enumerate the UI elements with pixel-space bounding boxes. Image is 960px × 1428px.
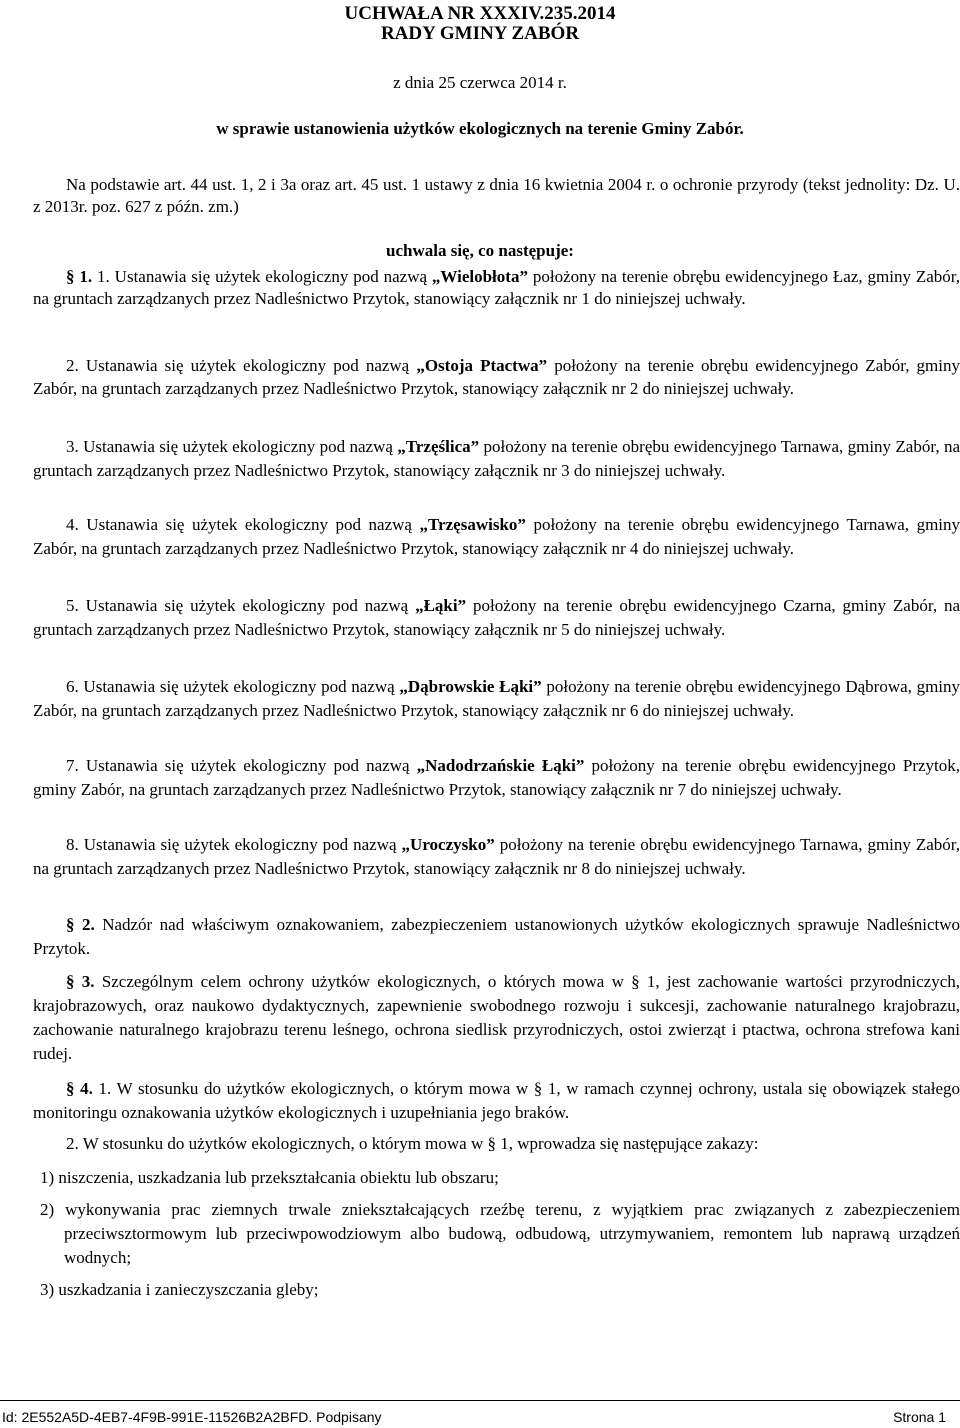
prohibition-list-item: 3) uszkadzania i zanieczyszczania gleby;: [40, 1280, 319, 1299]
paragraph-4-point-1: [33, 1077, 960, 1125]
footer-divider: [0, 1400, 960, 1401]
paragraph-3-text: Szczególnym celem ochrony użytków ekologicznych, o których mowa w § 1, jest zachowanie wartości przyrodniczych, krajobrazowych, oraz naukowo dydaktycznych, zapewnienie swobodnego rozwoju i sukcesji, zachowanie naturalnego krajobrazu, zachowanie naturalnego krajobrazu terenu leśnego, ochrona siedlisk przyrodniczych, ostoi zwierząt i ptactwa, ochrona strefowa kani rudej.: [33, 972, 960, 1063]
paragraph-label: § 2.: [66, 915, 95, 934]
prohibition-list-item: 1) niszczenia, uszkadzania lub przekształcania obiektu lub obszaru;: [40, 1168, 499, 1187]
paragraph-label: § 1.: [66, 267, 93, 286]
site-name: „Ostoja Ptactwa”: [416, 356, 548, 375]
paragraph-2: [33, 913, 960, 961]
resolution-date: z dnia 25 czerwca 2014 r.: [393, 73, 567, 92]
resolves-heading: uchwala się, co następuje:: [386, 241, 574, 260]
document-id: Id: 2E552A5D-4EB7-4F9B-991E-11526B2A2BFD. Podpisany: [2, 1409, 382, 1425]
page-footer: [0, 1406, 960, 1428]
site-name: „Uroczysko”: [401, 835, 495, 854]
site-name: „Wielobłota”: [431, 267, 528, 286]
paragraph-1-item-2: 2. Ustanawia się użytek ekologiczny pod nazwą „Ostoja Ptactwa” położony na terenie obrębu ewidencyjnego Zabór, gminy Zabór, na gruntach zarządzanych przez Nadleśnictwo Przytok, stanowiący załącznik nr 2 do niniejszej uchwały.: [33, 356, 960, 398]
site-name: „Trzęślica”: [397, 437, 480, 456]
preamble: [33, 174, 960, 217]
council-name: RADY GMINY ZABÓR: [380, 23, 580, 44]
paragraph-1-item-6: 6. Ustanawia się użytek ekologiczny pod nazwą „Dąbrowskie Łąki” położony na terenie obrębu ewidencyjnego Dąbrowa, gminy Zabór, na gruntach zarządzanych przez Nadleśnictwo Przytok, stanowiący załącznik nr 6 do niniejszej uchwały.: [33, 677, 960, 720]
paragraph-1-item-1: § 1. 1. Ustanawia się użytek ekologiczny pod nazwą „Wielobłota” położony na terenie obrębu ewidencyjnego Łaz, gminy Zabór, na gruntach zarządzanych przez Nadleśnictwo Przytok, stanowiący załącznik nr 1 do niniejszej uchwały.: [33, 267, 960, 308]
site-name: „Dąbrowskie Łąki”: [399, 677, 542, 696]
paragraph-2-text: Nadzór nad właściwym oznakowaniem, zabezpieczeniem ustanowionych użytków ekologicznych sprawuje Nadleśnictwo Przytok.: [33, 915, 960, 958]
resolution-subject: w sprawie ustanowienia użytków ekologicznych na terenie Gminy Zabór.: [216, 119, 744, 138]
paragraph-1-item-8: 8. Ustanawia się użytek ekologiczny pod nazwą „Uroczysko” położony na terenie obrębu ewidencyjnego Tarnawa, gminy Zabór, na gruntach zarządzanych przez Nadleśnictwo Przytok, stanowiący załącznik nr 8 do niniejszej uchwały.: [33, 835, 960, 878]
paragraph-4-point-2: [33, 1132, 960, 1156]
prohibition-list-item: 2) wykonywania prac ziemnych trwale zniekształcających rzeźbę terenu, z wyjątkiem prac związanych z zabezpieczeniem przeciwsztormowym lub przeciwpowodziowym albo budową, odbudową, utrzymywaniem, remontem lub naprawą urządzeń wodnych;: [40, 1200, 960, 1267]
paragraph-1-item-3: 3. Ustanawia się użytek ekologiczny pod nazwą „Trzęślica” położony na terenie obrębu ewidencyjnego Tarnawa, gminy Zabór, na gruntach zarządzanych przez Nadleśnictwo Przytok, stanowiący załącznik nr 3 do niniejszej uchwały.: [33, 437, 960, 480]
paragraph-4-point-2-text: 2. W stosunku do użytków ekologicznych, o którym mowa w § 1, wprowadza się następujące zakazy:: [66, 1134, 759, 1153]
resolution-number: UCHWAŁA NR XXXIV.235.2014: [344, 3, 616, 24]
preamble-text: Na podstawie art. 44 ust. 1, 2 i 3a oraz art. 45 ust. 1 ustawy z dnia 16 kwietnia 2004 r. o ochronie przyrody (tekst jednolity: Dz. U. z 2013r. poz. 627 z późn. zm.): [33, 175, 960, 216]
paragraph-label: § 3.: [66, 972, 95, 991]
site-name: „Łąki”: [415, 596, 467, 615]
paragraph-1-item-7: 7. Ustanawia się użytek ekologiczny pod nazwą „Nadodrzańskie Łąki” położony na terenie obrębu ewidencyjnego Przytok, gminy Zabór, na gruntach zarządzanych przez Nadleśnictwo Przytok, stanowiący załącznik nr 7 do niniejszej uchwały.: [33, 756, 960, 799]
paragraph-label: § 4.: [66, 1079, 93, 1098]
page-number: Strona 1: [893, 1409, 946, 1425]
site-name: „Nadodrzańskie Łąki”: [416, 756, 585, 775]
paragraph-4-point-1-text: 1. W stosunku do użytków ekologicznych, o którym mowa w § 1, w ramach czynnej ochrony, ustala się obowiązek stałego monitoringu oznakowania użytków ekologicznych i uzupełniania jego braków.: [33, 1079, 960, 1122]
site-name: „Trzęsawisko”: [419, 515, 526, 534]
paragraph-1-item-4: 4. Ustanawia się użytek ekologiczny pod nazwą „Trzęsawisko” położony na terenie obrębu ewidencyjnego Tarnawa, gminy Zabór, na gruntach zarządzanych przez Nadleśnictwo Przytok, stanowiący załącznik nr 4 do niniejszej uchwały.: [33, 515, 960, 558]
paragraph-1-item-5: 5. Ustanawia się użytek ekologiczny pod nazwą „Łąki” położony na terenie obrębu ewidencyjnego Czarna, gminy Zabór, na gruntach zarządzanych przez Nadleśnictwo Przytok, stanowiący załącznik nr 5 do niniejszej uchwały.: [33, 596, 960, 639]
paragraph-3: [33, 970, 960, 1066]
